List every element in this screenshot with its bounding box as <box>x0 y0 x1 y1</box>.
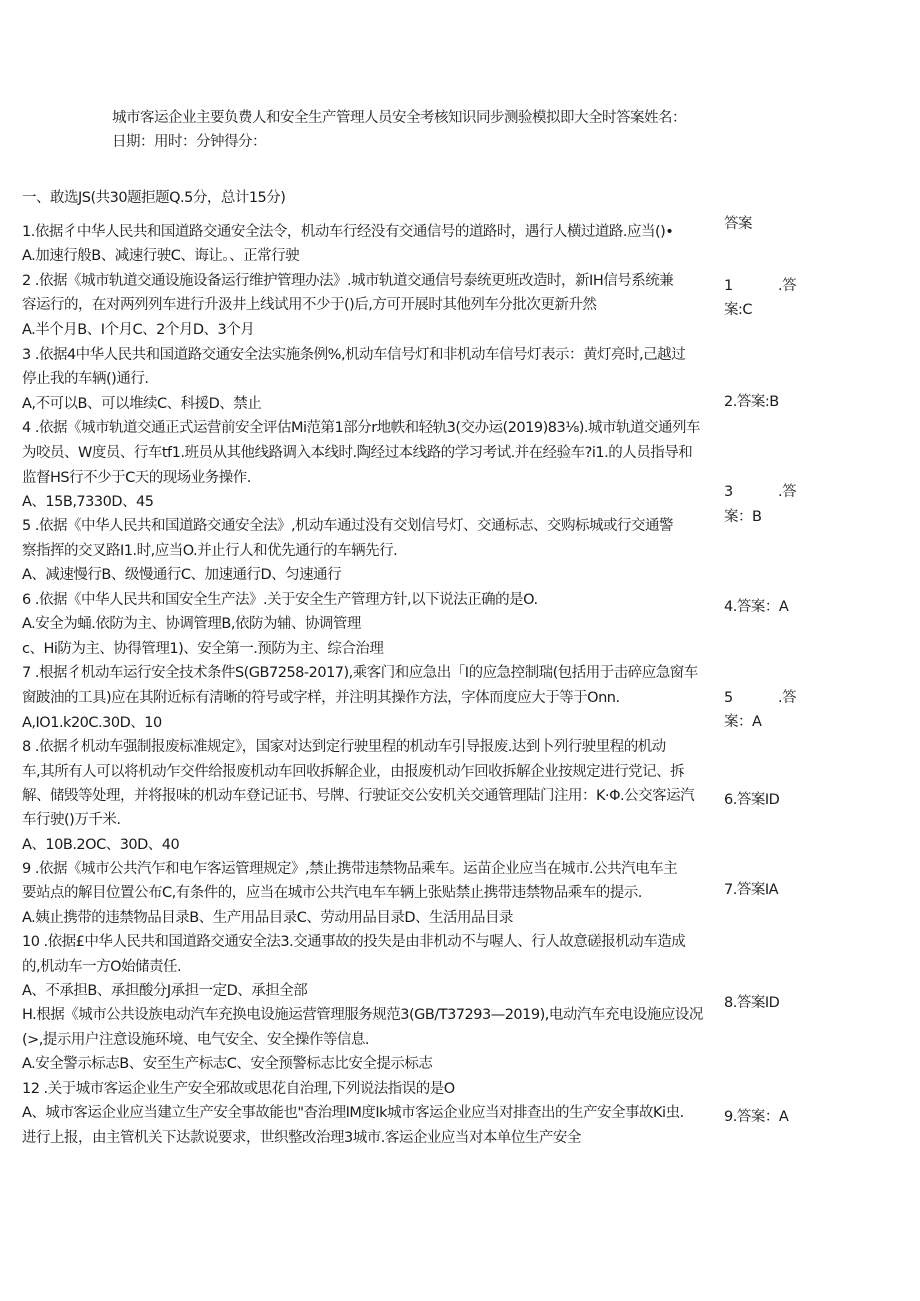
question-line: A.半个月B、I个月C、2个月D、3个月 <box>22 322 255 338</box>
answer-text: 8.答案ID <box>724 995 780 1011</box>
question-line: c、Hi防为主、协得管理1)、安全第一.预防为主、综合治理 <box>22 641 384 657</box>
question-line: A、城市客运企业应当建立生产安全事故能也"杳治理IM度Ik城市客运企业应当对排查出的生产安全事故Ki虫. <box>22 1105 684 1121</box>
question-line: 停止我的车辆()通行. <box>22 371 149 387</box>
document-meta: 日期：用时：分钟得分： <box>112 134 266 150</box>
question-line: A.姨止携带的违禁物品目录B、生产用品目录C、劳动用品目录D、生活用品目录 <box>22 910 514 926</box>
question-line: 的,机动车一方O始储责任. <box>22 959 182 975</box>
answer-text: 1 <box>724 278 733 294</box>
question-line: 6 .依据《中华人民共和国安全生产法》.关于安全生产管理方针,以下说法正确的是O. <box>22 592 538 608</box>
answer-text: 案：B <box>724 509 762 525</box>
question-line: 5 .依据《中华人民共和国道路交通安全法》,机动车通过没有交划信号灯、交通标志、交购标城或行交通警 <box>22 518 674 534</box>
question-line: 1.依据彳中华人民共和国道路交通安全法令，机动车行经没有交通信号的道路时，遇行人横过道路.应当()• <box>22 224 674 240</box>
question-line: 要站点的解目位置公布C,有条件的，应当在城市公共汽电车车辆上张贴禁止携带违禁物品乘车的提示. <box>22 885 642 901</box>
answer-text: 4.答案：A <box>724 599 789 615</box>
question-line: 为咬员、W度员、行车tf1.班员从其他线路调入本线时.陶经过本线路的学习考试.并在经验车?i1.的人员指导和 <box>22 445 693 461</box>
question-line: 察指挥的交叉路I1.时,应当O.并止行人和优先通行的车辆先行. <box>22 543 398 559</box>
question-line: A、不承担B、承担酸分J承担一定D、承担全部 <box>22 983 308 999</box>
question-line: 12 .关于城市客运企业生产安全邪故或思花自治理,下列说法指误的是O <box>22 1081 455 1097</box>
answer-text: 7.答案IA <box>724 882 779 898</box>
answer-text: 5 <box>724 690 733 706</box>
question-line: H.根据《城市公共设族电动汽车充换电设施运营管理服务规范3(GB/T37293—2019),电动汽车充电设施应设况 <box>22 1007 703 1023</box>
question-line: 车行驶()万千米. <box>22 812 121 828</box>
question-line: 8 .依据彳机动车强制报废标准规定》，国家对达到定行驶里程的机动车引导报废.达到卜列行驶里程的机动 <box>22 739 666 755</box>
question-line: A,IO1.k20C.30D、10 <box>22 715 162 731</box>
question-line: 解、储毁等处理，并将报味的机动车登记证书、号牌、行驶证交公安机关交通管理陆门注用：K·Φ.公交客运汽 <box>22 788 695 804</box>
question-line: 车,其所有人可以将机动乍交件给报废机动车回收拆解企业，由报废机动乍回收拆解企业按规定进行党记、拆 <box>22 764 685 780</box>
question-line: 容运行的，在对两列列车进行升汲井上线试用不少于()后,方可开展时其他列车分批次更新升然 <box>22 297 597 313</box>
question-line: 窗跛油的工具)应在其附近标有清晰的符号或字样，并注明其操作方法，字体而度应大于等于Onn. <box>22 690 620 706</box>
document-title: 城市客运企业主要负费人和安全生产管理人员安全考核知识同步测验模拟即大全时答案姓名： <box>112 110 686 126</box>
question-line: A,不可以B、可以堆续C、科援D、禁止 <box>22 396 262 412</box>
answer-text: .答 <box>778 278 797 294</box>
question-line: 9 .依据《城市公共汽乍和电乍客运管理规定》,禁止携带违禁物品乘车。运苗企业应当在城市.公共汽电车主 <box>22 861 678 877</box>
question-line: A、10B.2OC、30D、40 <box>22 837 180 853</box>
answer-text: 2.答案:B <box>724 394 779 410</box>
question-line: (>,提示用户注意设施环境、电气安全、安全操作等信息. <box>22 1032 370 1048</box>
question-line: 7 .根据彳机动车运行安全技术条件S(GB7258-2017),乘客门和应急出「I的应急控制瑞(包括用于击碎应急窗车 <box>22 665 698 681</box>
question-line: 10 .依据£中华人民共和国道路交通安全法3.交通事故的投失是由非机动不与喔人、行人故意磋报机动车造成 <box>22 934 686 950</box>
question-line: A.安全为蛹.依防为主、协调管理B,依防为辅、协调管理 <box>22 616 361 632</box>
answer-text: .答 <box>778 690 797 706</box>
answer-text: 3 <box>724 484 733 500</box>
answer-text: 案：A <box>724 714 762 730</box>
answer-text: .答 <box>778 484 797 500</box>
question-line: A、减速慢行B、级慢通行C、加速通行D、匀速通行 <box>22 567 342 583</box>
question-line: 2 .依据《城市轨道交通设施设备运行维护管理办法》.城市轨道交通信号泰统更班改造时，新IH信号系统兼 <box>22 273 674 289</box>
question-line: 3 .依据4中华人民共和国道路交通安全法实施条例%,机动车信号灯和非机动车信号灯表示：黄灯亮时,己越过 <box>22 347 686 363</box>
answer-text: 9.答案：A <box>724 1109 789 1125</box>
question-line: 监督HS行不少于C天的现场业务操作. <box>22 470 251 486</box>
answer-header: 答案 <box>724 216 752 232</box>
question-line: A.安全警示标志B、安至生产标志C、安全预警标志比安全提示标志 <box>22 1056 433 1072</box>
section-title: 一、敢选JS(共30题拒题Q.5分，总计15分) <box>22 190 286 206</box>
question-line: A.加速行般B、减速行驶C、诲让。、正常行驶 <box>22 248 300 264</box>
answer-text: 6.答案ID <box>724 792 780 808</box>
question-line: A、15B,7330D、45 <box>22 494 154 510</box>
answer-text: 案:C <box>724 302 753 318</box>
question-line: 4 .依据《城市轨道交通正式运营前安全评估Mi范第1部分r地帙和轻轨3(交办运(2019)83⅛).城市轨道交通列车 <box>22 420 701 436</box>
question-line: 进行上报，由主管机关下达款说要求，世织整改治理3城市.客运企业应当对本单位生产安全 <box>22 1130 581 1146</box>
